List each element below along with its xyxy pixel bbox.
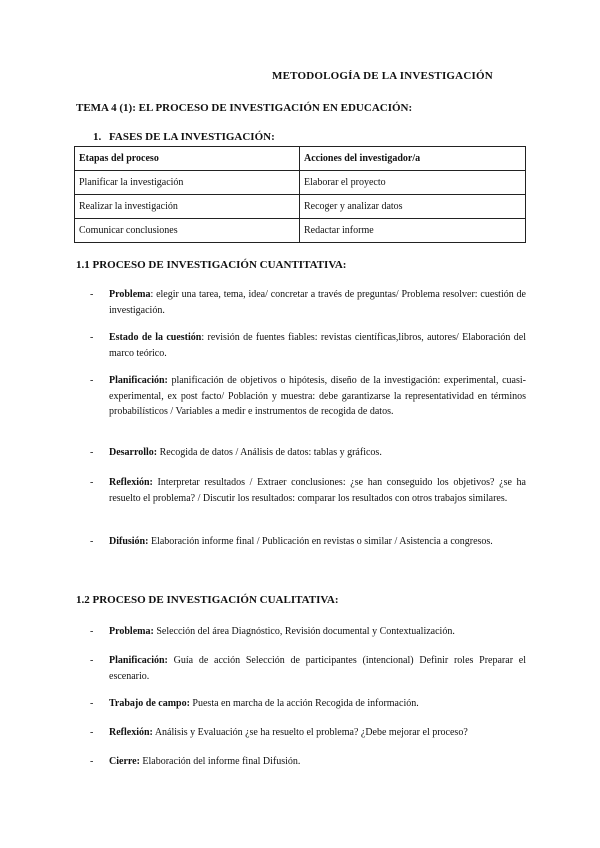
table-cell: Realizar la investigación — [75, 195, 300, 219]
list-item — [90, 534, 526, 550]
item-text: Selección del área Diagnóstico, Revisión documental y Contextualización. — [153, 626, 455, 637]
table-row — [75, 195, 526, 219]
item-text: Interpretar resultados / Extraer conclusiones: ¿se han conseguido los objetivos? ¿se ha resuelto el problema? / Discutir los resultados: comparar los resultados con otros trabajos similares. — [109, 477, 526, 504]
list-item — [90, 373, 526, 420]
item-label: Problema: — [109, 626, 154, 637]
item-label: Trabajo de campo: — [109, 698, 190, 709]
list-item — [90, 330, 526, 361]
list-item — [90, 653, 526, 684]
item-text: : elegir una tarea, tema, idea/ concretar a través de preguntas/ Problema resolver: cuestión de investigación. — [109, 289, 526, 316]
item-label: Desarrollo: — [109, 447, 158, 458]
list-item — [90, 287, 526, 318]
phases-heading — [93, 131, 275, 143]
list-dash: - — [90, 332, 94, 343]
table-cell: Recoger y analizar datos — [300, 195, 526, 219]
item-label: Planificación: — [109, 375, 168, 386]
table-cell: Redactar informe — [300, 219, 526, 243]
item-text: Guía de acción Selección de participantes (intencional) Definir roles Preparar el escenario. — [109, 655, 526, 682]
item-label: Cierre: — [109, 756, 140, 767]
phases-heading-text: FASES DE LA INVESTIGACIÓN: — [109, 131, 275, 143]
table-row — [75, 219, 526, 243]
quantitative-heading: 1.1 PROCESO DE INVESTIGACIÓN CUANTITATIVA: — [76, 259, 347, 271]
list-dash: - — [90, 375, 94, 386]
list-item — [90, 754, 526, 770]
topic-heading: TEMA 4 (1): EL PROCESO DE INVESTIGACIÓN EN EDUCACIÓN: — [76, 102, 413, 114]
list-item — [90, 475, 526, 506]
table-header-cell: Etapas del proceso — [75, 147, 300, 171]
list-dash: - — [90, 756, 94, 767]
item-text: : revisión de fuentes fiables: revistas científicas,libros, autores/ Elaboración del marco teórico. — [109, 332, 527, 359]
list-item — [90, 725, 526, 741]
item-label: Problema — [109, 289, 151, 300]
phases-table — [74, 146, 526, 243]
qualitative-heading: 1.2 PROCESO DE INVESTIGACIÓN CUALITATIVA: — [76, 594, 339, 606]
list-dash: - — [90, 698, 94, 709]
table-cell: Comunicar conclusiones — [75, 219, 300, 243]
list-item — [90, 696, 526, 712]
list-dash: - — [90, 727, 94, 738]
table-header-cell: Acciones del investigador/a — [300, 147, 526, 171]
table-header-row — [75, 147, 526, 171]
item-text: Elaboración informe final / Publicación en revistas o similar / Asistencia a congresos. — [148, 536, 493, 547]
document-title: METODOLOGÍA DE LA INVESTIGACIÓN — [272, 70, 493, 82]
list-dash: - — [90, 536, 94, 547]
item-label: Estado de la cuestión — [109, 332, 202, 343]
item-text: Recogida de datos / Análisis de datos: tablas y gráficos. — [157, 447, 382, 458]
item-label: Planificación: — [109, 655, 168, 666]
table-row — [75, 171, 526, 195]
list-dash: - — [90, 655, 94, 666]
list-dash: - — [90, 626, 94, 637]
phases-heading-number: 1. — [93, 131, 102, 143]
item-label: Reflexión: — [109, 727, 153, 738]
item-text: Análisis y Evaluación ¿se ha resuelto el problema? ¿Debe mejorar el proceso? — [152, 727, 468, 738]
list-dash: - — [90, 477, 94, 488]
table-cell: Elaborar el proyecto — [300, 171, 526, 195]
list-item — [90, 445, 526, 461]
table-cell: Planificar la investigación — [75, 171, 300, 195]
list-item — [90, 624, 526, 640]
list-dash: - — [90, 289, 94, 300]
list-dash: - — [90, 447, 94, 458]
item-label: Difusión: — [109, 536, 149, 547]
item-text: planificación de objetivos o hipótesis, diseño de la investigación: experimental, cuasi-experimental, ex post facto/ Población y muestra: debe garantizarse la representatividad en términos probabilísticos / Variables a medir e instrumentos de recogida de datos. — [109, 375, 526, 417]
item-label: Reflexión: — [109, 477, 153, 488]
item-text: Puesta en marcha de la acción Recogida de información. — [189, 698, 419, 709]
item-text: Elaboración del informe final Difusión. — [139, 756, 301, 767]
